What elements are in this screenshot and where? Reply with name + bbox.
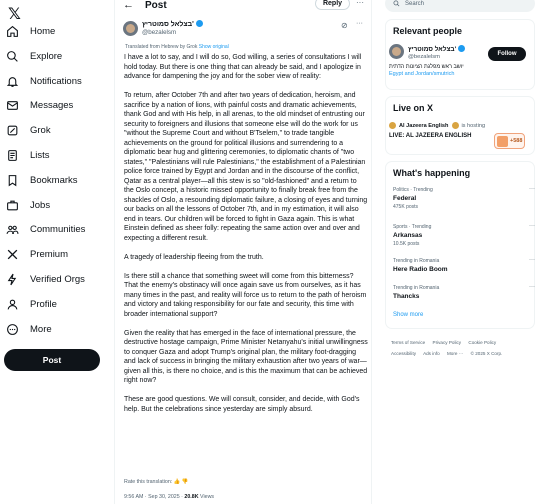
left-nav: [0, 0, 110, 504]
nav-item-profile[interactable]: [6, 294, 57, 314]
nav-label-home: Home: [30, 25, 56, 37]
relevant-name-text: בצלאל סמוטריץ': [408, 46, 457, 53]
nav-label-verified-orgs: Verified Orgs: [30, 273, 85, 285]
live-host-name: Al Jazeera English: [399, 122, 449, 129]
trend-more-icon[interactable]: ···: [529, 257, 535, 263]
relevant-bio: [389, 64, 527, 78]
post-timestamp[interactable]: 9:56 AM · Sep 30, 2025 ·: [124, 494, 183, 500]
trend-more-icon[interactable]: ···: [529, 186, 535, 192]
footer-link-terms[interactable]: Terms of Service: [391, 340, 426, 345]
verified-badge-icon: [196, 20, 203, 27]
whats-happening-title: What's happening: [393, 168, 471, 178]
live-host-suffix: is hosting: [461, 122, 486, 129]
author-handle[interactable]: @bezalelsm: [142, 29, 177, 36]
verified-badge-icon: [458, 45, 465, 52]
live-title: Live on X: [393, 103, 434, 113]
search-placeholder: Search: [405, 0, 425, 7]
relevant-name[interactable]: [408, 45, 465, 53]
thumbs-down-icon[interactable]: 👎: [181, 479, 189, 485]
nav-item-communities[interactable]: [6, 219, 85, 239]
bolt-icon: [6, 273, 19, 286]
post-paragraph: A tragedy of leadership fleeing from the truth.: [124, 253, 264, 261]
search-icon: [6, 50, 19, 63]
relevant-handle[interactable]: @bezalelsm: [408, 54, 440, 60]
trend-name: Arkansas: [393, 232, 423, 239]
author-name[interactable]: [142, 20, 203, 28]
live-host-avatar: [389, 122, 396, 129]
nav-item-more[interactable]: [6, 319, 52, 339]
nav-label-profile: Profile: [30, 298, 57, 310]
nav-item-home[interactable]: [6, 21, 55, 41]
listener-avatar: [497, 136, 508, 147]
live-stream-title[interactable]: LIVE: AL JAZEERA ENGLISH: [389, 133, 472, 139]
trend-context: Trending in Romania: [393, 285, 440, 291]
search-icon: [393, 0, 400, 7]
listener-count: +588: [510, 138, 523, 144]
post-paragraph: Is there still a chance that something sweet will come from this bitterness? That the enemy's obstinacy will once again save us from ourselves, as it has many times in the past, and reality will force us to return to the path of heroism and victory and taking responsibility for our fate and security, this time with broader international support?: [124, 272, 367, 318]
nav-label-messages: Messages: [30, 99, 74, 111]
trend-context: Politics · Trending: [393, 187, 433, 193]
rate-translation-label: Rate this translation:: [124, 479, 173, 485]
live-listeners-badge[interactable]: [494, 133, 525, 149]
nav-item-explore[interactable]: [6, 46, 62, 66]
views-count: 20.8K: [184, 494, 199, 500]
trend-name: Thancks: [393, 293, 420, 300]
grok-icon: [6, 124, 19, 137]
reply-button[interactable]: Reply: [315, 0, 350, 10]
post-button[interactable]: Post: [4, 349, 100, 371]
search-input[interactable]: [385, 0, 535, 12]
relevant-avatar[interactable]: [389, 44, 404, 59]
post-paragraph: These are good questions. We will consult, consider, and decide, with God's help. But the celebrations since yesterday are simply absurd.: [124, 396, 360, 413]
page-title: Post: [145, 0, 167, 11]
thumbs-up-icon[interactable]: 👍: [173, 479, 181, 485]
translation-label: Translated from Hebrew by Grok: [125, 44, 198, 50]
trend-name: Here Radio Boom: [393, 266, 448, 273]
trend-more-icon[interactable]: ···: [529, 223, 535, 229]
trend-posts: 10.5K posts: [393, 241, 420, 247]
follow-button[interactable]: Follow: [488, 47, 526, 61]
trend-context: Trending in Romania: [393, 258, 440, 264]
trend-more-icon[interactable]: ···: [529, 284, 535, 290]
x-icon: [6, 248, 19, 261]
mail-icon: [6, 99, 19, 112]
post-body: [124, 53, 368, 424]
bookmark-icon: [6, 174, 19, 187]
trend-item[interactable]: [393, 258, 448, 273]
post-paragraph: I have a lot to say, and I will do so, God willing, a series of consultations I will hold today. But there is one thing that can already be said, and I apologize in advance for dampening the joy and for the sober view of reality:: [124, 54, 362, 80]
nav-label-notifications: Notifications: [30, 75, 82, 87]
trend-name: Federal: [393, 195, 417, 202]
person-icon: [6, 298, 19, 311]
post-header: [115, 0, 372, 12]
bell-icon: [6, 75, 19, 88]
nav-label-more: More: [30, 323, 52, 335]
trend-item[interactable]: [393, 224, 431, 247]
relevant-bio-text: יושב ראש מפלגת הציונות הדתית: [389, 64, 464, 70]
main-column: [114, 0, 372, 504]
footer-link-cookie[interactable]: Cookie Policy: [468, 340, 497, 345]
footer-copyright: © 2025 X Corp.: [470, 351, 503, 356]
footer-link-accessibility[interactable]: Accessibility: [391, 351, 417, 356]
trend-posts: 475K posts: [393, 204, 419, 210]
author-avatar[interactable]: [123, 21, 138, 36]
footer-link-privacy[interactable]: Privacy Policy: [432, 340, 462, 345]
grok-explain-icon[interactable]: ⊘: [341, 21, 348, 30]
nav-label-grok: Grok: [30, 124, 51, 136]
nav-label-lists: Lists: [30, 149, 50, 161]
nav-label-jobs: Jobs: [30, 199, 51, 211]
nav-item-grok[interactable]: [6, 120, 51, 140]
nav-item-notifications[interactable]: [6, 71, 82, 91]
trend-item[interactable]: [393, 285, 439, 300]
nav-item-jobs[interactable]: [6, 195, 50, 215]
trend-context: Sports · Trending: [393, 224, 432, 230]
people-icon: [6, 223, 19, 236]
show-more-link[interactable]: Show more: [393, 312, 424, 318]
list-icon: [6, 149, 19, 162]
author-name-text: בצלאל סמוטריץ': [142, 21, 194, 28]
nav-item-lists[interactable]: [6, 145, 50, 165]
footer-link-ads[interactable]: Ads info: [423, 351, 440, 356]
nav-item-bookmarks[interactable]: [6, 170, 78, 190]
x-logo-icon[interactable]: 𝕏: [8, 4, 21, 23]
trend-item[interactable]: [393, 187, 433, 210]
relevant-bio-link[interactable]: Egypt and Jordan/smutrich: [389, 71, 455, 77]
rate-translation: [124, 479, 188, 485]
translation-note: [125, 44, 229, 50]
verified-badge-icon: [452, 122, 459, 129]
more-circle-icon: [6, 323, 19, 336]
live-host-row[interactable]: [389, 122, 485, 129]
footer-links: [391, 337, 540, 359]
footer-link-more[interactable]: More ···: [446, 351, 464, 356]
briefcase-icon: [6, 199, 19, 212]
back-arrow-icon[interactable]: ←: [123, 0, 134, 11]
post-paragraph: Given the reality that has emerged in the face of international pressure, the destructive hostage campaign, Prime Minister Netanyahu's initial unwillingness to conquer Gaza and adopt Trump's original plan, the military foot-dragging and lack of success in bringing the military exhaustion after two years of war—given all this, is there no choice, and is this the maximum that can be achieved right now?: [124, 329, 368, 384]
nav-label-explore: Explore: [30, 50, 63, 62]
nav-label-premium: Premium: [30, 248, 69, 260]
nav-label-bookmarks: Bookmarks: [30, 174, 78, 186]
show-original-link[interactable]: Show original: [198, 44, 229, 50]
right-sidebar: [381, 0, 540, 504]
post-paragraph: To return, after October 7th and after two years of dedication, heroism, and sacrifice by a nation of lions, with painful costs and dramatic achievements, thank God and with His help, in all arenas, to the old mindset of entrusting our security to foreigners and illusions that someone else will do the work for us "without the Supreme Court and without B'Tselem," to trade tangible achievements on the ground for political illusions and surrendering to a diplomatic bear hug and glittering ceremonies, to diplomatic chants of "two states," "Palestinians will rule Palestinians," the establishment of a Palestinian police force trained by Egypt and Jordan and in the discourse of the conflict, Qatar as a central player—all this stew is so "old-fashioned" and a return to the Oslo concept, a historic missed opportunity to finally break free from the shackles of Oslo, a resounding diplomatic failure, a closing of eyes and turning our backs on all the lessons of October 7th, and in my estimation, it will also end in tears. Our children will be forced to fight in Gaza again. This is what Einstein defined as sheer folly: repeating the same action over and over and expecting a different result.: [124, 92, 368, 242]
views-label: Views: [200, 494, 215, 500]
post-more-icon[interactable]: ···: [356, 20, 363, 27]
nav-label-communities: Communities: [30, 223, 86, 235]
nav-item-messages[interactable]: [6, 95, 73, 115]
post-meta: [124, 494, 214, 500]
relevant-people-title: Relevant people: [393, 26, 463, 36]
nav-item-verified-orgs[interactable]: [6, 269, 85, 289]
home-icon: [6, 25, 19, 38]
nav-item-premium[interactable]: [6, 244, 68, 264]
more-options-icon[interactable]: ···: [356, 0, 364, 7]
